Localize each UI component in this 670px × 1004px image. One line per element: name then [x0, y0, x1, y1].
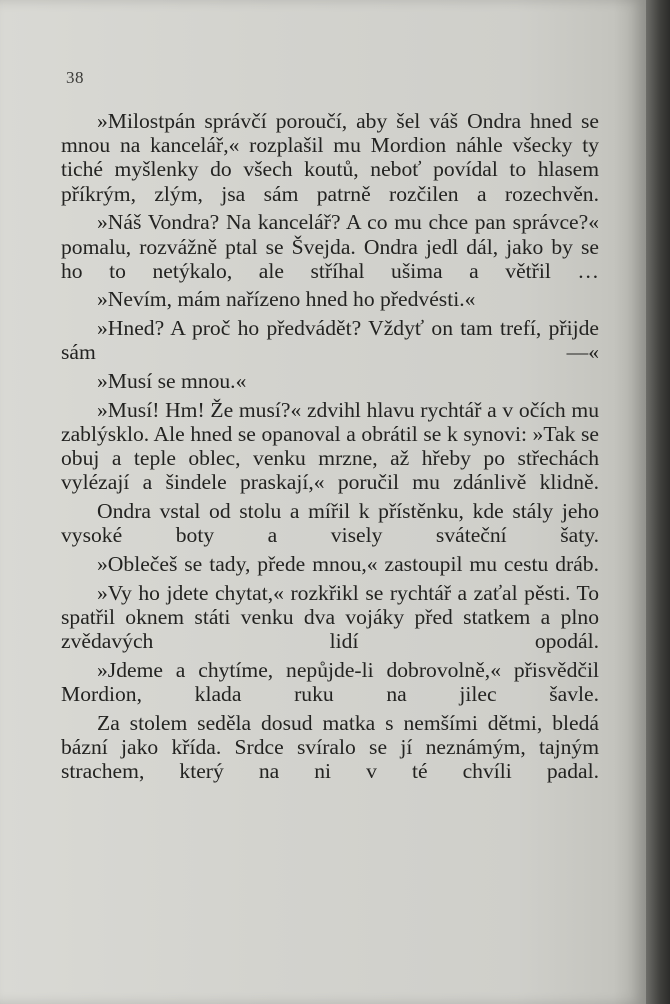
- paragraph: »Jdeme a chytíme, nepůjde-li dobrovolně,« přisvědčil Mordion, klada ruku na jilec šavle.: [61, 657, 599, 706]
- paragraph: »Hned? A proč ho předvádět? Vždyť on tam trefí, přijde sám —«: [61, 316, 599, 365]
- paragraph: »Musí! Hm! Že musí?« zdvihl hlavu rychtář a v očích mu zablýsklo. Ale hned se opanoval a obrátil se k synovi: »Tak se obuj a teple oblec, venku mrzne, až hřeby po střechách vylézají a šindele praskají,« poručil mu zdánlivě klidně.: [61, 397, 599, 495]
- book-spine-edge: [646, 0, 670, 1004]
- paragraph: »Náš Vondra? Na kancelář? A co mu chce pan správce?« pomalu, rozvážně ptal se Švejda. Ondra jedl dál, jako by se ho to netýkalo, ale stříhal ušima a větřil …: [61, 210, 599, 283]
- paragraph: »Nevím, mám nařízeno hned ho předvésti.«: [97, 287, 476, 312]
- paragraph: »Musí se mnou.«: [97, 369, 247, 394]
- paragraph: Za stolem seděla dosud matka s nemšími dětmi, bledá bázní jako křída. Srdce svíralo se jí neznámým, tajným strachem, který na ni v té chvíli padal.: [61, 710, 599, 784]
- page-number: 38: [66, 68, 84, 87]
- page-text: [61, 109, 599, 788]
- paragraph: Ondra vstal od stolu a mířil k přístěnku, kde stály jeho vysoké boty a visely sváteční šaty.: [61, 499, 599, 548]
- paragraph: »Vy ho jdete chytat,« rozkřikl se rychtář a zaťal pěsti. To spatřil oknem státi venku dva vojáky před statkem a plno zvědavých lidí opodál.: [61, 580, 599, 654]
- paragraph: »Oblečeš se tady, přede mnou,« zastoupil mu cestu dráb.: [97, 551, 599, 576]
- paragraph: »Milostpán správčí poroučí, aby šel váš Ondra hned se mnou na kancelář,« rozplašil mu Mordion náhle všecky ty tiché myšlenky do všech koutů, neboť povídal to hlasem příkrým, zlým, jsa sám patrně rozčilen a rozechvěn.: [61, 109, 599, 206]
